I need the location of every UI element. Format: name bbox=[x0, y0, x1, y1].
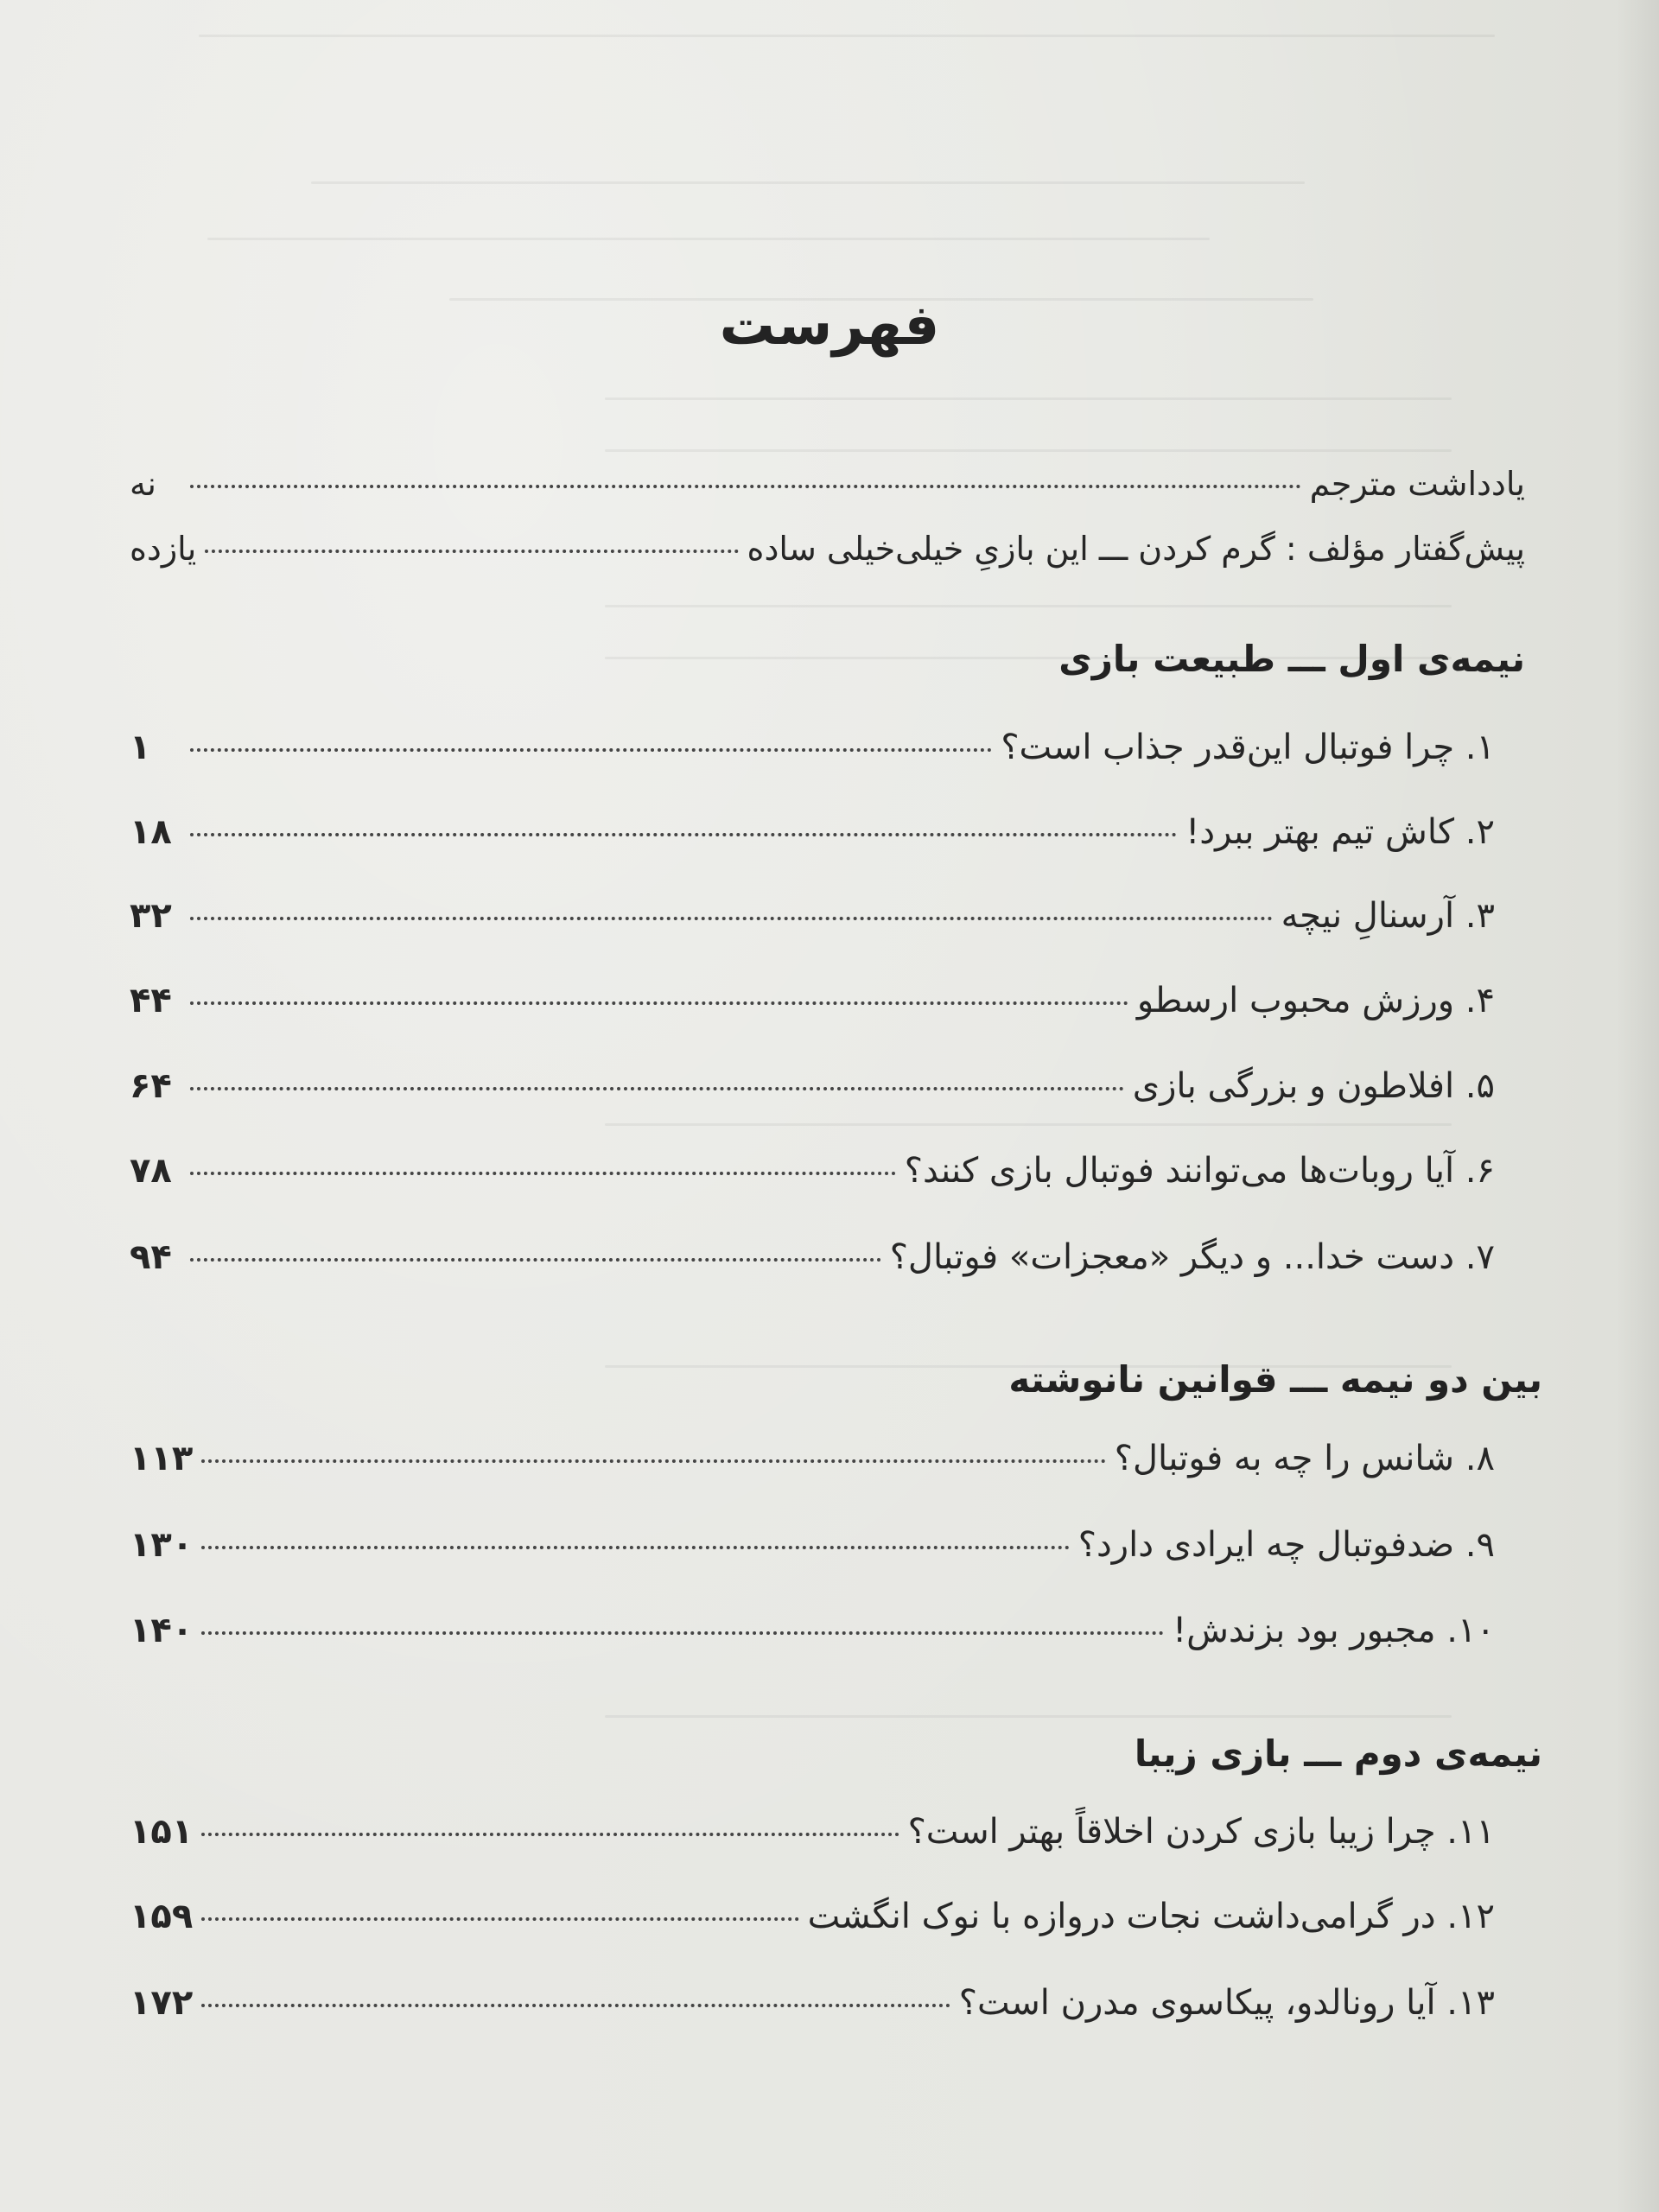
entry-label: پیش‌گفتار مؤلف : گرم کردن ـــ این بازیِ خیلی‌خیلی ساده bbox=[747, 530, 1525, 568]
entry-page-number: ۱۵۹ bbox=[130, 1897, 194, 1936]
entry-label: ۱۱. چرا زیبا بازی کردن اخلاقاً بهتر است؟ bbox=[907, 1812, 1495, 1852]
toc-entry-chapter-11[interactable] bbox=[130, 1802, 1495, 1862]
toc-entry-author-preface[interactable] bbox=[130, 518, 1525, 579]
entry-page-number: ۷۸ bbox=[130, 1151, 172, 1191]
toc-entry-chapter-1[interactable] bbox=[130, 717, 1495, 778]
entry-page-number: ۹۴ bbox=[130, 1237, 172, 1277]
entry-label: ۸. شانس را چه به فوتبال؟ bbox=[1114, 1439, 1495, 1478]
entry-label: ۱۰. مجبور بود بزندش! bbox=[1173, 1611, 1495, 1650]
toc-entry-chapter-3[interactable] bbox=[130, 886, 1495, 946]
entry-page-number: یازده bbox=[130, 530, 197, 568]
entry-label: ۲. کاش تیم بهتر ببرد! bbox=[1185, 812, 1495, 852]
dot-leader bbox=[190, 748, 992, 752]
entry-page-number: ۱۷۲ bbox=[130, 1983, 194, 2023]
entry-label: ۶. آیا روبات‌ها می‌توانند فوتبال بازی کنند؟ bbox=[904, 1151, 1495, 1191]
entry-page-number: نه bbox=[130, 465, 156, 503]
section-heading-halftime: بین دو نیمه ـــ قوانین نانوشته bbox=[1008, 1358, 1542, 1401]
entry-label: ۱۳. آیا رونالدو، پیکاسوی مدرن است؟ bbox=[958, 1983, 1495, 2023]
dot-leader bbox=[190, 1087, 1124, 1090]
dot-leader bbox=[190, 833, 1177, 836]
section-heading-first-half: نیمه‌ی اول ـــ طبیعت بازی bbox=[1058, 638, 1525, 680]
entry-page-number: ۱ bbox=[130, 728, 151, 767]
toc-entry-chapter-2[interactable] bbox=[130, 802, 1495, 862]
section-heading-second-half: نیمه‌ی دوم ـــ بازی زیبا bbox=[1134, 1732, 1542, 1775]
toc-entry-chapter-6[interactable] bbox=[130, 1141, 1495, 1201]
entry-label: ۱۲. در گرامی‌داشت نجات دروازه با نوک انگشت bbox=[807, 1897, 1495, 1936]
toc-entry-chapter-12[interactable] bbox=[130, 1886, 1495, 1947]
toc-entry-chapter-4[interactable] bbox=[130, 970, 1495, 1031]
entry-page-number: ۴۴ bbox=[130, 981, 172, 1020]
toc-entry-chapter-10[interactable] bbox=[130, 1600, 1495, 1661]
toc-entry-chapter-13[interactable] bbox=[130, 1973, 1495, 2033]
entry-page-number: ۱۱۳ bbox=[130, 1439, 194, 1478]
toc-title-text: فهرست bbox=[719, 294, 940, 358]
show-through-line bbox=[605, 605, 1452, 607]
entry-label: ۴. ورزش محبوب ارسطو bbox=[1136, 981, 1495, 1020]
show-through-line bbox=[605, 1123, 1452, 1126]
entry-page-number: ۶۴ bbox=[130, 1066, 172, 1106]
dot-leader bbox=[190, 1258, 881, 1262]
toc-entry-chapter-8[interactable] bbox=[130, 1428, 1495, 1489]
show-through-line bbox=[605, 449, 1452, 452]
entry-label: ۹. ضدفوتبال چه ایرادی دارد؟ bbox=[1077, 1525, 1495, 1565]
entry-label: ۵. افلاطون و بزرگی بازی bbox=[1132, 1066, 1495, 1106]
toc-entry-translator-note[interactable] bbox=[130, 454, 1525, 514]
dot-leader bbox=[190, 485, 1301, 488]
toc-entry-chapter-7[interactable] bbox=[130, 1227, 1495, 1287]
entry-label: ۳. آرسنالِ نیچه bbox=[1281, 896, 1495, 936]
toc-entry-chapter-9[interactable] bbox=[130, 1515, 1495, 1575]
dot-leader bbox=[201, 1833, 899, 1836]
entry-label: یادداشت مترجم bbox=[1309, 465, 1525, 503]
show-through-line bbox=[199, 35, 1495, 37]
dot-leader bbox=[190, 1172, 896, 1175]
dot-leader bbox=[201, 2004, 950, 2007]
entry-page-number: ۱۴۰ bbox=[130, 1611, 194, 1650]
show-through-line bbox=[605, 397, 1452, 400]
entry-page-number: ۳۲ bbox=[130, 896, 172, 936]
entry-page-number: ۱۸ bbox=[130, 812, 172, 852]
entry-page-number: ۱۵۱ bbox=[130, 1812, 194, 1852]
dot-leader bbox=[190, 1001, 1128, 1005]
dot-leader bbox=[190, 917, 1273, 920]
dot-leader bbox=[201, 1459, 1105, 1463]
entry-label: ۷. دست خدا... و دیگر «معجزات» فوتبال؟ bbox=[889, 1237, 1495, 1277]
dot-leader bbox=[201, 1917, 798, 1921]
toc-title bbox=[0, 294, 1659, 358]
dot-leader bbox=[205, 550, 738, 553]
show-through-line bbox=[207, 238, 1210, 240]
entry-label: ۱. چرا فوتبال این‌قدر جذاب است؟ bbox=[1001, 728, 1495, 767]
toc-entry-chapter-5[interactable] bbox=[130, 1056, 1495, 1116]
entry-page-number: ۱۳۰ bbox=[130, 1525, 194, 1565]
show-through-line bbox=[311, 181, 1305, 184]
show-through-line bbox=[605, 1715, 1452, 1718]
dot-leader bbox=[201, 1546, 1069, 1549]
dot-leader bbox=[201, 1631, 1164, 1635]
